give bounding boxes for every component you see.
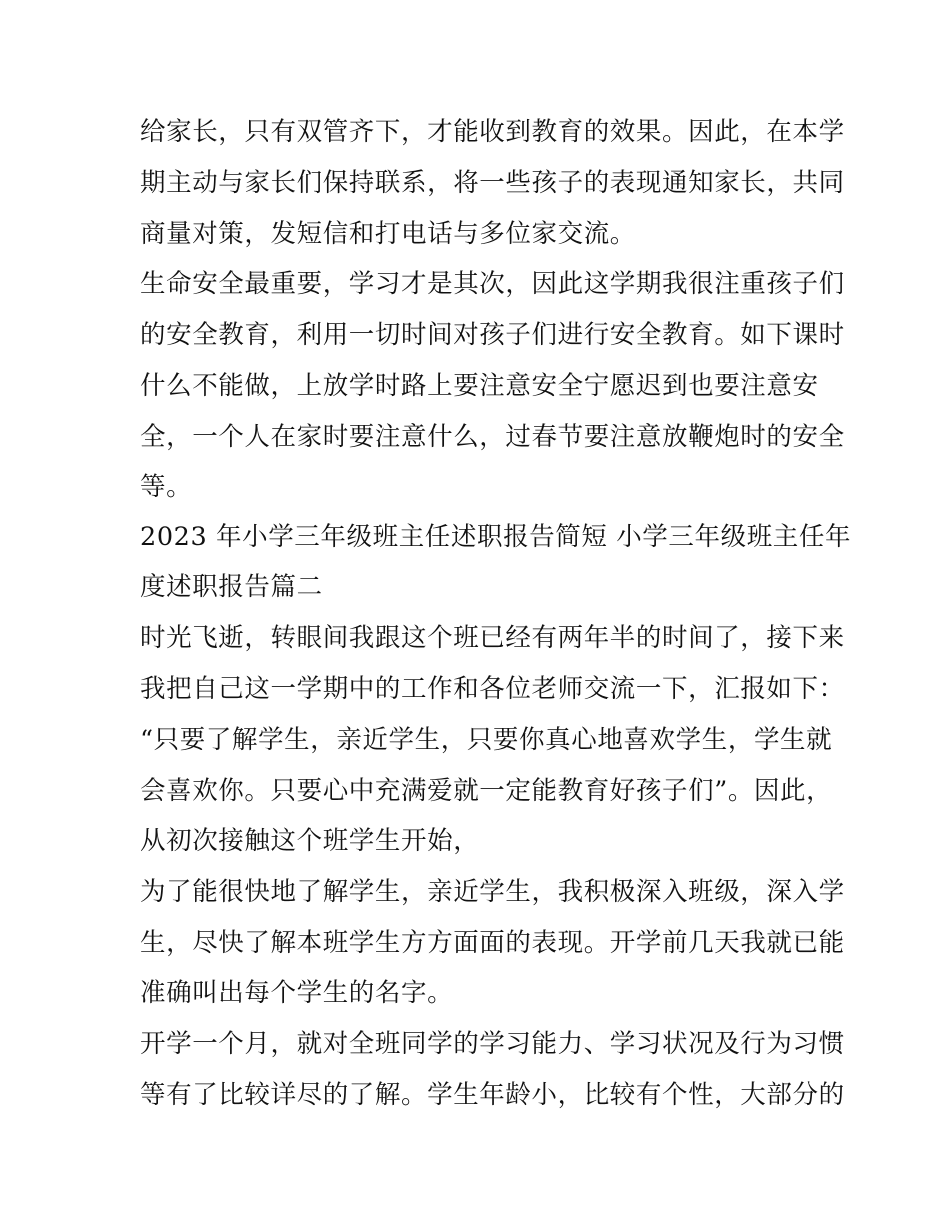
text-line: 时光飞逝，转眼间我跟这个班已经有两年半的时间了，接下来 xyxy=(140,623,845,653)
text-line: 给家长，只有双管齐下，才能收到教育的效果。因此，在本学 xyxy=(140,117,845,147)
section-heading: 度述职报告篇二 xyxy=(140,572,323,602)
text-line: 商量对策，发短信和打电话与多位家交流。 xyxy=(140,219,636,249)
text-line: 的安全教育，利用一切时间对孩子们进行安全教育。如下课时 xyxy=(140,320,845,350)
text-line: 什么不能做，上放学时路上要注意安全宁愿迟到也要注意安 xyxy=(140,371,819,401)
text-line: 我把自己这一学期中的工作和各位老师交流一下，汇报如下： xyxy=(140,674,845,704)
text-line: 准确叫出每个学生的名字。 xyxy=(140,978,454,1008)
text-line: 会喜欢你。只要心中充满爱就一定能教育好孩子们”。因此， xyxy=(140,776,833,806)
text-line: 等有了比较详尽的了解。学生年龄小，比较有个性，大部分的 xyxy=(140,1080,845,1110)
text-line: 从初次接触这个班学生开始， xyxy=(140,826,480,856)
text-line: 开学一个月，就对全班同学的学习能力、学习状况及行为习惯 xyxy=(140,1029,845,1059)
section-heading: 2023 年小学三年级班主任述职报告简短 小学三年级班主任年 xyxy=(140,522,852,552)
text-line: 生，尽快了解本班学生方方面面的表现。开学前几天我就已能 xyxy=(140,928,845,958)
text-line: 为了能很快地了解学生，亲近学生，我积极深入班级，深入学 xyxy=(140,877,845,907)
text-line: “只要了解学生，亲近学生，只要你真心地喜欢学生，学生就 xyxy=(140,725,833,755)
text-line: 生命安全最重要，学习才是其次，因此这学期我很注重孩子们 xyxy=(140,269,845,299)
text-line: 全，一个人在家时要注意什么，过春节要注意放鞭炮时的安全 xyxy=(140,422,845,452)
text-line: 期主动与家长们保持联系，将一些孩子的表现通知家长，共同 xyxy=(140,168,845,198)
text-line: 等。 xyxy=(140,472,193,502)
